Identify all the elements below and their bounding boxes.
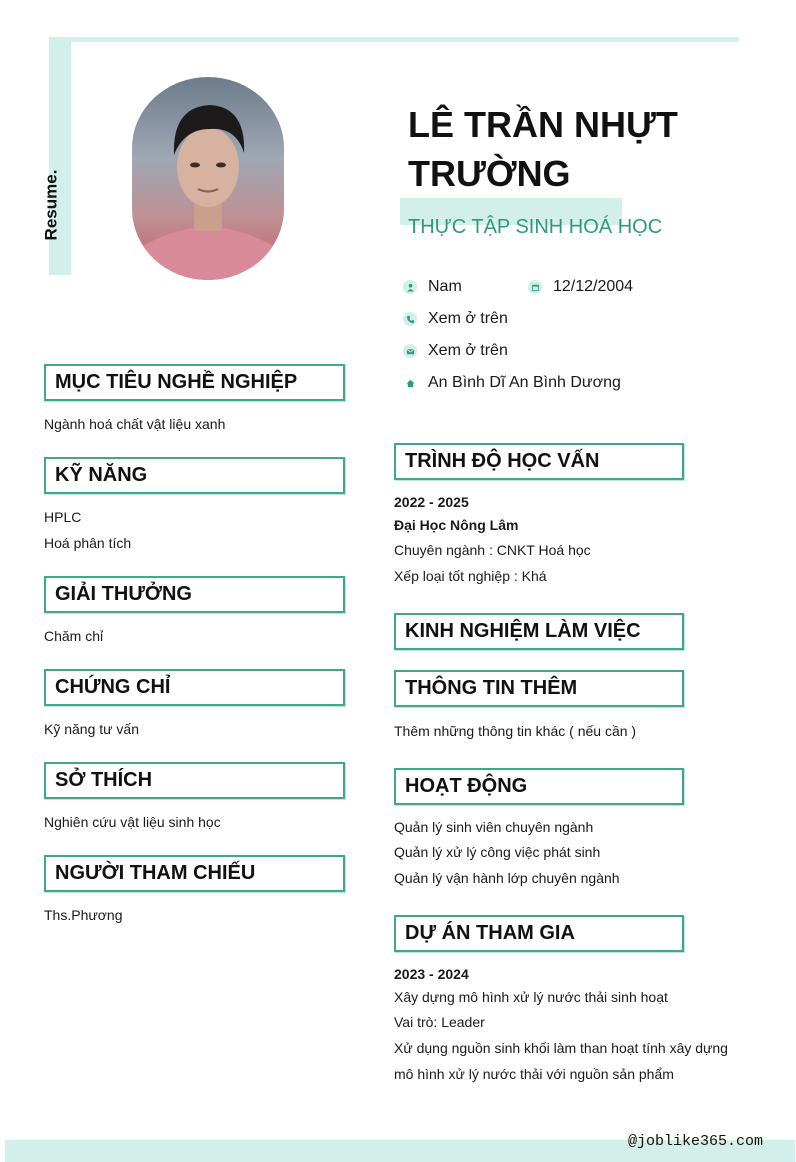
section-heading-awards: GIẢI THƯỞNG (44, 576, 345, 613)
section-heading-hobbies: SỞ THÍCH (44, 762, 345, 799)
project-period: 2023 - 2024 (394, 966, 469, 982)
candidate-name: LÊ TRẦN NHỰT TRƯỜNG (408, 104, 678, 194)
project-line: Vai trò: Leader (394, 1014, 485, 1030)
activity-item: Quản lý sinh viên chuyên ngành (394, 819, 594, 835)
objective-text: Ngành hoá chất vật liệu xanh (44, 416, 226, 432)
home-icon (403, 376, 417, 390)
education-period: 2022 - 2025 (394, 494, 469, 510)
section-heading-skills: KỸ NĂNG (44, 457, 345, 494)
skill-item: HPLC (44, 509, 82, 525)
project-line: Xây dựng mô hình xử lý nước thải sinh hoạt (394, 989, 668, 1005)
contact-birthday: 12/12/2004 (528, 278, 633, 296)
section-heading-certificates: CHỨNG CHỈ (44, 669, 345, 706)
certificate-item: Kỹ năng tư vấn (44, 721, 139, 737)
contact-address: An Bình Dĩ An Bình Dương (403, 374, 621, 392)
calendar-icon (528, 280, 542, 294)
job-title: THỰC TẬP SINH HOÁ HỌC (408, 216, 663, 238)
section-heading-education: TRÌNH ĐỘ HỌC VẤN (394, 443, 684, 480)
additional-text: Thêm những thông tin khác ( nếu cần ) (394, 723, 637, 739)
section-heading-activities: HOẠT ĐỘNG (394, 768, 684, 805)
project-line: Xử dụng nguồn sinh khối làm than hoạt tính xây dựng (394, 1040, 728, 1056)
education-detail: Xếp loại tốt nghiệp : Khá (394, 568, 547, 584)
section-heading-objective: MỤC TIÊU NGHỀ NGHIỆP (44, 364, 345, 401)
profile-photo (132, 77, 284, 280)
top-accent-bar (49, 37, 739, 42)
footer-watermark: @joblike365.com (627, 1133, 763, 1150)
reference-item: Ths.Phương (44, 907, 123, 923)
award-item: Chăm chỉ (44, 628, 104, 644)
resume-label: Resume. (41, 169, 60, 241)
activity-item: Quản lý xử lý công việc phát sinh (394, 844, 601, 860)
section-heading-projects: DỰ ÁN THAM GIA (394, 915, 684, 952)
hobby-item: Nghiên cứu vật liệu sinh học (44, 814, 221, 830)
contact-phone: Xem ở trên (403, 310, 508, 328)
person-icon (403, 280, 417, 294)
contact-gender: Nam (403, 278, 462, 296)
project-line: mô hình xử lý nước thải với nguồn sản phẩm (394, 1066, 674, 1082)
section-heading-references: NGƯỜI THAM CHIẾU (44, 855, 345, 892)
phone-icon (403, 312, 417, 326)
education-school: Đại Học Nông Lâm (394, 517, 519, 533)
skill-item: Hoá phân tích (44, 535, 132, 551)
activity-item: Quản lý vận hành lớp chuyên ngành (394, 870, 620, 886)
education-detail: Chuyên ngành : CNKT Hoá học (394, 542, 591, 558)
contact-email: Xem ở trên (403, 342, 508, 360)
section-heading-additional: THÔNG TIN THÊM (394, 670, 684, 707)
section-heading-experience: KINH NGHIỆM LÀM VIỆC (394, 613, 684, 650)
mail-icon (403, 344, 417, 358)
